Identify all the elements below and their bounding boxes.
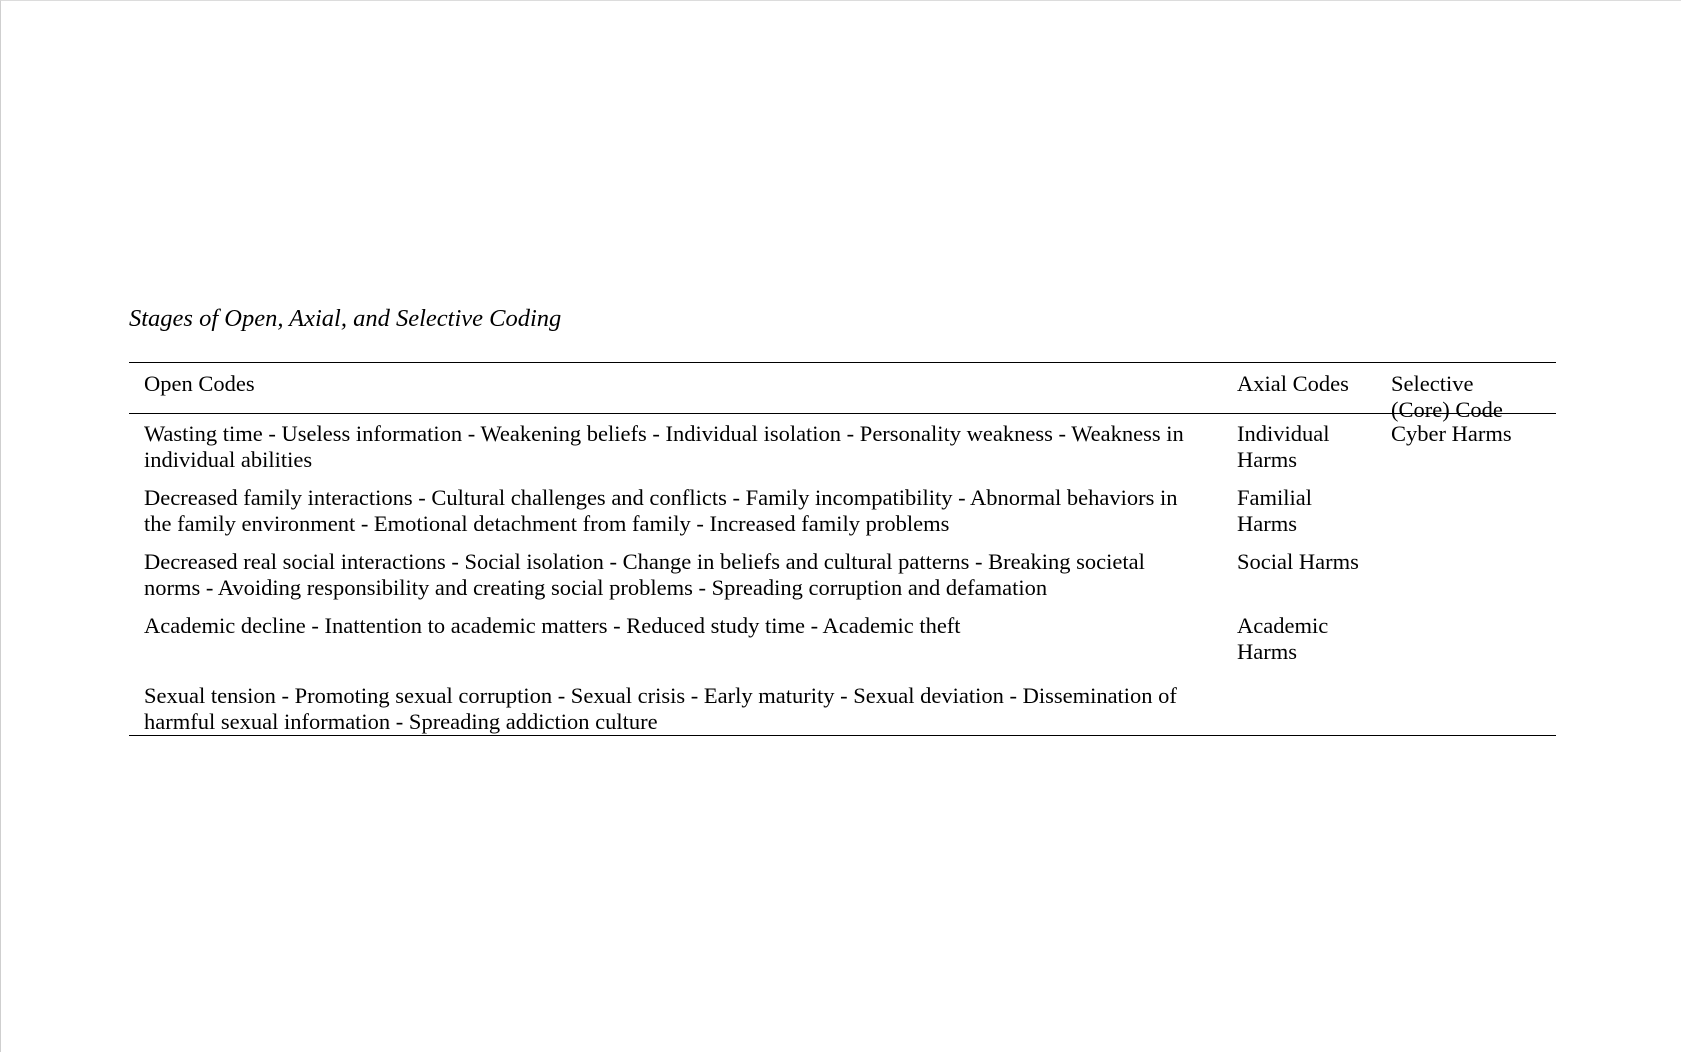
selective-code-cell: Cyber Harms <box>1391 421 1512 446</box>
table-row <box>129 479 1556 543</box>
open-codes-line: norms - Avoiding responsibility and creating social problems - Spreading corruption and defamation <box>144 575 1048 600</box>
axial-code-cell <box>1223 485 1381 537</box>
open-codes-line: Wasting time - Useless information - Weakening beliefs - Individual isolation - Personality weakness - Weakness in <box>144 421 1184 446</box>
open-codes-line: harmful sexual information - Spreading addiction culture <box>144 709 658 734</box>
header-selective-line2: (Core) Code <box>1391 397 1503 422</box>
open-codes-cell <box>129 421 1223 473</box>
coding-table <box>129 362 1556 736</box>
table-row <box>129 414 1556 479</box>
header-open-codes: Open Codes <box>144 371 255 396</box>
open-codes-line: Sexual tension - Promoting sexual corruption - Sexual crisis - Early maturity - Sexual deviation - Dissemination of <box>144 683 1177 708</box>
axial-code-line: Harms <box>1237 639 1297 664</box>
table-row <box>129 677 1556 735</box>
open-codes-cell <box>129 613 1223 665</box>
open-codes-line: Academic decline - Inattention to academic matters - Reduced study time - Academic theft <box>144 613 961 638</box>
selective-code-cell <box>1381 485 1556 537</box>
selective-code-cell <box>1381 683 1556 735</box>
open-codes-line: individual abilities <box>144 447 313 472</box>
axial-code-line: Familial <box>1237 485 1312 510</box>
open-codes-cell <box>129 683 1223 735</box>
axial-code-line: Individual <box>1237 421 1330 446</box>
open-codes-line: Decreased real social interactions - Social isolation - Change in beliefs and cultural patterns - Breaking societal <box>144 549 1145 574</box>
header-axial-codes: Axial Codes <box>1237 371 1349 396</box>
selective-code-cell <box>1381 613 1556 665</box>
table-caption: Stages of Open, Axial, and Selective Coding <box>129 305 562 332</box>
axial-code-cell <box>1223 421 1381 473</box>
table-row <box>129 543 1556 607</box>
header-selective-code <box>1381 371 1556 422</box>
axial-code-cell <box>1223 549 1381 601</box>
open-codes-cell <box>129 485 1223 537</box>
open-codes-cell <box>129 549 1223 601</box>
axial-code-line: Harms <box>1237 447 1297 472</box>
header-selective-line1: Selective <box>1391 371 1474 396</box>
open-codes-line: Decreased family interactions - Cultural challenges and conflicts - Family incompatibility - Abnormal behaviors in <box>144 485 1178 510</box>
axial-code-line: Academic <box>1237 613 1329 638</box>
axial-code-cell <box>1223 613 1381 665</box>
table-row <box>129 607 1556 677</box>
axial-code-line: Social Harms <box>1237 549 1359 574</box>
axial-code-cell <box>1223 683 1381 735</box>
open-codes-line: the family environment - Emotional detachment from family - Increased family problems <box>144 511 950 536</box>
axial-code-line: Harms <box>1237 511 1297 536</box>
table-header-row <box>129 363 1556 422</box>
selective-code-cell <box>1381 549 1556 601</box>
